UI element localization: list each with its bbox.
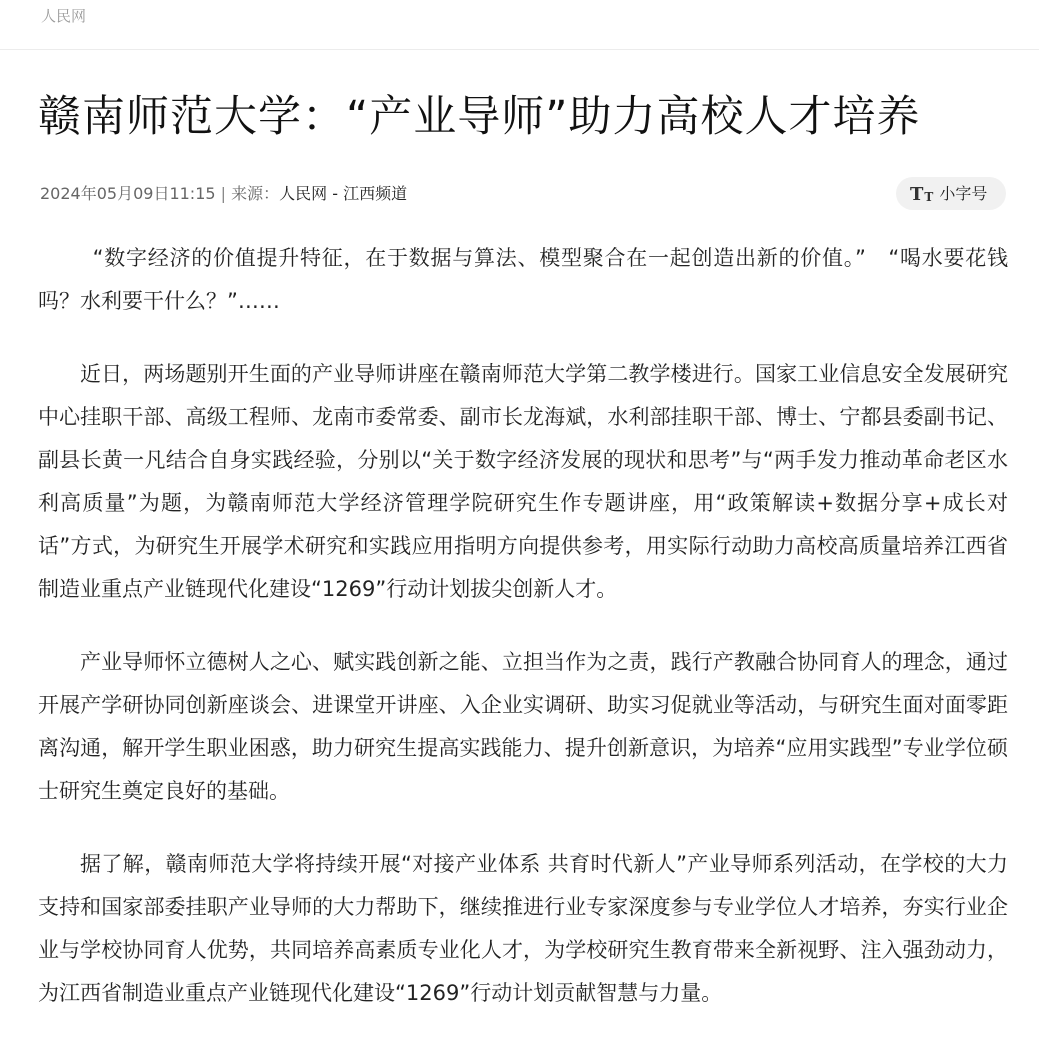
article-title: 赣南师范大学：“产业导师”助力高校人才培养 [38,92,921,142]
article-paragraph: 据了解，赣南师范大学将持续开展“对接产业体系 共育时代新人”产业导师系列活动，在学校的大力支持和国家部委挂职产业导师的大力帮助下，继续推进行业专家深度参与专业学位人才培养，夯实行业企业与学校协同育人优势，共同培养高素质专业化人才，为学校研究生教育带来全新视野、注入强劲动力，为江西省制造业重点产业链现代化建设“1269”行动计划贡献智慧与力量。 [38,852,1008,1005]
article-paragraph: 近日，两场题别开生面的产业导师讲座在赣南师范大学第二教学楼进行。国家工业信息安全发展研究中心挂职干部、高级工程师、龙南市委常委、副市长龙海斌，水利部挂职干部、博士、宁都县委副书记、副县长黄一凡结合自身实践经验，分别以“关于数字经济发展的现状和思考”与“两手发力推动革命老区水利高质量”为题，为赣南师范大学经济管理学院研究生作专题讲座，用“政策解读+数据分享+成长对话”方式，为研究生开展学术研究和实践应用指明方向提供参考，用实际行动助力高校高质量培养江西省制造业重点产业链现代化建设“1269”行动计划拔尖创新人才。 [38,362,1008,601]
font-size-toggle-button[interactable] [896,177,1006,210]
source-label: 来源： [231,184,280,203]
site-logo[interactable]: 人民网 [41,7,87,25]
top-bar [0,0,1039,50]
meta-separator: | [215,184,232,203]
source-link[interactable]: 人民网 - 江西频道 [279,184,408,203]
article-meta [40,182,407,206]
text-size-icon: T T [910,183,934,205]
article-body [38,237,1008,1045]
article-paragraph: 产业导师怀立德树人之心、赋实践创新之能、立担当作为之责，践行产教融合协同育人的理念，通过开展产学研协同创新座谈会、进课堂开讲座、入企业实调研、助实习促就业等活动，与研究生面对面零距离沟通，解开学生职业困惑，助力研究生提高实践能力、提升创新意识，为培养“应用实践型”专业学位硕士研究生奠定良好的基础。 [38,650,1008,803]
font-size-toggle-label: 小字号 [939,183,988,203]
article-paragraph: “数字经济的价值提升特征，在于数据与算法、模型聚合在一起创造出新的价值。” “喝水要花钱吗？水利要干什么？”…… [38,246,1008,313]
publish-datetime: 2024年05月09日11:15 [40,184,216,203]
